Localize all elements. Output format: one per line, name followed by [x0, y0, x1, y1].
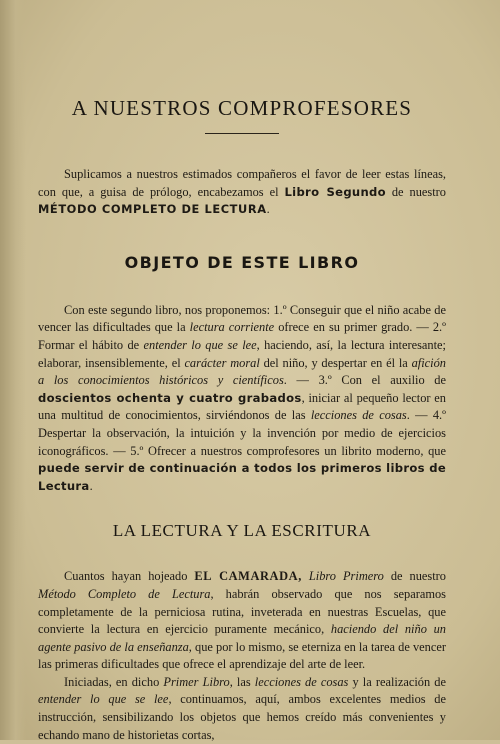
objeto-bold-2: puede servir de continuación a todos los primeros libros de Lectura: [38, 461, 446, 493]
iniciadas-text-a: Iniciadas, en dicho: [64, 674, 164, 689]
camarada-text-c: de nuestro: [383, 569, 446, 584]
camarada-title: EL CAMARADA,: [194, 569, 302, 584]
objeto-italic-4: afición a los conocimientos históricos y científicos: [38, 355, 446, 388]
objeto-bold-1: doscientos ochenta y cuatro grabados: [38, 390, 302, 405]
intro-text-c: .: [266, 202, 270, 217]
paragraph-camarada: [38, 568, 446, 674]
camarada-text-e: , que por lo mismo, se eterniza en la tarea de vencer las primeras dificultades que ofrece el aprendizaje del arte de leer.: [38, 639, 446, 672]
objeto-text-8: .: [89, 478, 93, 493]
objeto-italic-2: entender lo que se lee: [143, 337, 257, 352]
objeto-text-4: del niño, y despertar en él la: [259, 355, 412, 370]
objeto-italic-1: lectura corriente: [189, 320, 275, 335]
camarada-haciendo: haciendo del niño un agente pasivo de la enseñanza: [38, 622, 446, 654]
camarada-text-b: [302, 569, 309, 583]
intro-text-a: Suplicamos a nuestros estimados compañeros el favor de leer estas líneas, con que, a guisa de prólogo, encabezamos el: [38, 167, 446, 199]
iniciadas-text-b: , las: [229, 674, 255, 689]
camarada-text-d: , habrán observado que nos separamos completamente de la perniciosa rutina, inveterada en nuestras Escuelas, que convierte la lectura en ejercicio puramente mecánico,: [38, 586, 446, 637]
title-divider: [205, 133, 279, 134]
intro-metodo: MÉTODO COMPLETO DE LECTURA: [38, 202, 267, 217]
objeto-text-1: Con este segundo libro, nos proponemos: 1.º Conseguir que el niño acabe de vencer las dificultades que la: [38, 302, 446, 335]
paragraph-objeto: [38, 302, 446, 496]
paragraph-intro: [38, 166, 446, 219]
camarada-metodo: Método Completo de Lectura: [38, 586, 211, 601]
objeto-text-2: ofrece en su primer grado. — 2.º Formar el hábito de: [38, 320, 446, 352]
iniciadas-primer-libro: Primer Libro: [163, 674, 230, 689]
paragraph-iniciadas: [38, 674, 446, 744]
objeto-italic-5: lecciones de cosas: [310, 408, 407, 423]
section-title-comprofesores: A NUESTROS COMPROFESORES: [71, 96, 413, 120]
intro-libro-segundo: Libro Segundo: [284, 184, 386, 199]
objeto-text-5: . — 3.º Con el auxilio de: [283, 373, 446, 388]
objeto-italic-3: carácter moral: [184, 355, 260, 370]
intro-text-b: de nuestro: [385, 184, 446, 199]
objeto-text-3: , haciendo, así, la lectura interesante; elaborar, insensiblemente, el: [38, 337, 446, 370]
iniciadas-text-d: , continuamos, aquí, ambos excelentes medios de instrucción, sensibilizando los objetos que hemos creído más convenientes y echando mano de historietas cortas,: [38, 692, 447, 742]
camarada-libro-primero: Libro Primero: [308, 569, 384, 584]
objeto-text-6: , iniciar al pequeño lector en una multitud de conocimientos, sirviéndonos de las: [38, 390, 446, 423]
page-gutter-shadow: [0, 0, 26, 740]
iniciadas-lecciones: lecciones de cosas: [254, 674, 349, 689]
section-title-lectura-escritura: LA LECTURA Y LA ESCRITURA: [112, 521, 372, 541]
section-title-objeto: OBJETO DE ESTE LIBRO: [124, 252, 360, 272]
iniciadas-entender: entender lo que se lee: [38, 692, 169, 707]
objeto-text-7: . — 4.º Despertar la observación, la intuición y la invención por medio de ejercicios iconográficos. — 5.º Ofrecer a nuestros comprofesores un librito moderno, que: [38, 408, 446, 458]
iniciadas-text-c: y la realización de: [348, 674, 446, 689]
page-content: [38, 96, 446, 744]
camarada-text-a: Cuantos hayan hojeado: [64, 569, 195, 584]
